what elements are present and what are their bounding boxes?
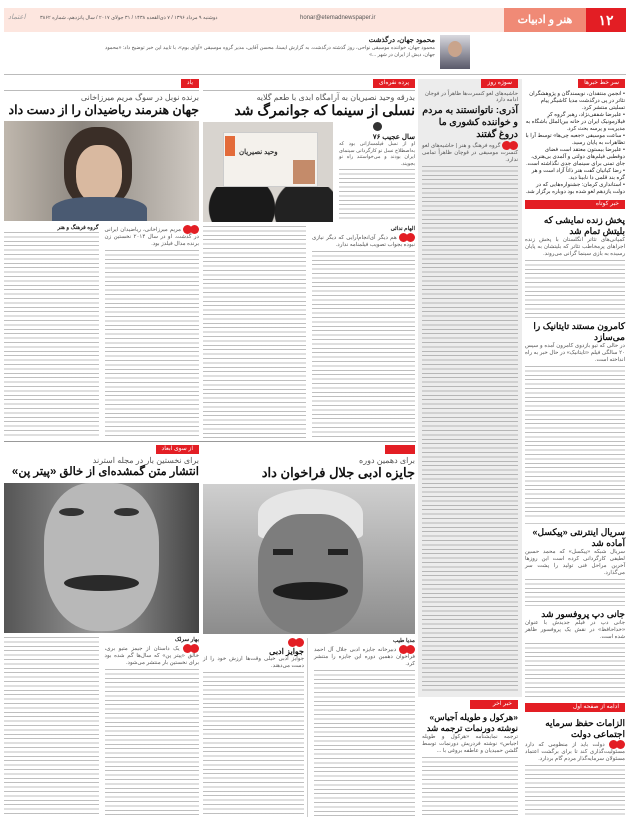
story-title: کامرون مستند تایتانیک را می‌سازد [533,321,625,343]
memorial-byline: گروه فرهنگ و هنر [57,225,99,231]
prize-side-box [203,638,308,817]
topic-title: آذری: ناتوانستند به مردم و خواننده کشوری ما دروغ گفتند [422,105,518,140]
barrie-photo [4,483,199,633]
prize-article [203,445,415,817]
briefs-label: سر خط خبرها [578,79,625,88]
topic-kicker: حاشیه‌های لغو کنسرت‌ها ظاهراً در فوجان ادامه دارد [424,91,518,103]
cinema-title: نسلی از سینما که جوانمرگ شد [234,102,415,118]
continued-label: ادامه از صفحه اول [525,703,625,712]
obituary-photo [440,35,470,69]
story-lead: در حالی که تیو بازدوی کامرون آمده و سپس ۲۰ سالگی فیلم «تایتانیک» در حال خبر به راه انداخته است. [525,343,625,364]
briefs-list [525,91,625,196]
cinema-lead: هم دیگر آی‌انجام‌آرایی که دیگر نیازی نبوده بجواب تصویب فیلمنامه ندارد. [312,234,415,248]
quote-icon [399,233,415,242]
barrie-label: از سوی ابعاد [156,445,199,454]
quote-icon [399,645,415,654]
quote-icon [609,740,625,749]
cinema-label: پرده نقره‌ای [373,79,415,88]
obituary-title: محمود جهان، درگذشت [368,37,435,44]
poster-name: وحید نصیریان [239,149,278,156]
obituary-text: محمود جهان، خواننده موسیقی نواحی، روز گذشته درگذشت. به گزارش ایسنا، محسن آقایی، مدیر گروه موسیقی «آوای بوم»، با تایید این خبر توضیح داد: «محمود جهان، دیش از ایران در شهر ...» [105,45,435,58]
memorial-label: یاد [181,79,199,88]
mirzakhani-photo [4,121,199,221]
story-title: پخش زنده نمایشی که بلیتش تمام شد [543,215,625,236]
last-news-title: «هرکول و طویله اَجیاس» نوشته دورنمات ترجمه شد [426,712,518,733]
continued-title: الزامات حفظ سرمایه اجتماعی دولت [545,717,625,739]
barrie-byline: بهار سرلک [174,637,199,643]
topic-column [418,79,522,817]
story-title: جانی دپ پروفسور شد [541,609,625,620]
prize-label [385,445,415,454]
brief-item: • علیرضا بیستون معتقد است فضای دوقطبی فیلم‌های دولتی و آلمدی بی‌هنری، جای تمنی برای سینمای جدی نگذاشته است. [526,147,625,167]
brief-item: • انجمن منتقدان، نویسندگان و پژوهشگران تئاتر در پی درگذشت مدیا کاشیگر پیام تسلیتی منتشر کرد. [529,91,625,111]
cinema-article [203,79,415,439]
memorial-title: جهان هنرمند ریاضیدان را از دست داد [8,103,199,117]
film-icon [373,122,382,131]
barrie-lead: یک داستان از جیمز متیو بری، خالق «پیتر پن» که سال‌ها گم شده بود برای نخستین بار منتشر می‌شود. [104,645,199,666]
last-news-lead: ترجمه نمایشنامه «هرکول و طویله اجیاس» نوشته فردریش دورنمات توسط گلشن حمیدیان و عاطفه بروغی با ... [422,734,518,754]
story-lead: کمپانی‌های تئاتر انگلستان با پخش زنده اجراهای پرمخاطب تئاتر که بلیتشان به پایان رسیده به بازی سینما گرانی می‌روند. [525,237,625,257]
email[interactable]: honar@etemadnewspaper.ir [300,15,376,21]
prize-kicker: برای دهمین دوره [359,456,415,465]
page-number: ۱۲ [586,8,626,32]
prize-side-title: جوایز ادبی [269,647,304,656]
dateline: دوشنبه ۹ مرداد ۱۳۹۶ / ۷ ذی‌القعده ۱۴۳۸ / ۳۱ جولای ۲۰۱۷ / سال پانزدهم، شماره ۳۸۶۲ [40,15,218,21]
short-news-story [525,212,625,314]
cinema-photo [203,122,333,222]
quote-icon [183,225,199,234]
barrie-kicker: برای نخستین بار در مجله استرند [92,456,199,465]
sidebar-text: او از نسل فیلمسازانی بود که به‌اصطلاح نسل نو کارگردانی سینمای ایران بودند و می‌خواستند راه نو بجویند. [339,141,415,167]
memorial-article [4,79,199,439]
memorial-lead: مریم میرزاخانی، ریاضیدان ایرانی در گذشت. او در سال ۲۰۱۴ نخستین زن برنده مدال فیلدز بود. [104,226,200,247]
story-lead: جانی دپ در فیلم جدیدش با عنوان «خداحافظ» در نقش یک پروفسور ظاهر شده است. [525,620,625,641]
brief-item: • رضا کیانیان گفت هنر ذاتاً آزاد است و هر گره بند قلمی دا نابینا دید. [531,168,625,181]
quote-icon [183,644,199,653]
barrie-title: انتشار متن گمشده‌ای از خالق «پیتر پن» [11,466,199,478]
prize-title: جایزه ادبی جلال فراخوان داد [261,465,415,480]
topic-lead: گروه فرهنگ و هنر | حاشیه‌های لغو کنسرت موسیقی در قوچان ظاهراً تمامی ندارد. [422,142,518,163]
right-column [525,79,625,817]
prize-side-text: جوایز ادبی خیلی وقت‌ها ارزش خود را از دست می‌دهند. [203,656,304,669]
brief-item: • ساعت موسیقی «جعبه چی‌ها» توسط آرا با تظاهرات به پایان رسید. [525,133,625,146]
section-title: هنر و ادبیات [504,8,586,32]
cinema-sidebar [339,122,415,222]
short-news-story [525,523,625,602]
short-news-story [525,317,625,520]
story-lead: سریال شبکه «پیکسل» که محمد حسین لطیفی کارگردانی کرده است این روزها آخرین مراحل فنی تولید را پشت سر می‌گذارد. [525,549,625,577]
brief-item: • علیرضا شفقی‌نژاد، رهبر گروه کرِ فیلارمونیک ایران در خانه بین‌الملل باشگاه به مدیریت و پرسه بحث کرد. [525,112,625,132]
prize-byline: مدیا طیب [392,638,415,644]
quote-icon [288,638,304,647]
cinema-byline: الهام ندائی [390,226,415,232]
jalal-photo [203,484,415,634]
brief-item: • استانداری کرمان: جشنواره‌هایی که در دولت یازدهم لغو شده بود دوباره برگزار شد. [525,182,625,195]
cinema-kicker: بدرقه وحید نصیریان به آرامگاه ابدی با طعم گلایه [256,93,415,102]
quote-icon [502,141,518,150]
barrie-article [4,445,199,817]
sidebar-title: سال عجیب ۷۶ [372,134,415,141]
memorial-kicker: برنده نوبل در سوگ مریم میرزاخانی [80,93,199,102]
continued-story [525,715,625,817]
topic-label: سوژه روز [481,79,518,88]
continued-lead: دولت باید از منظومی که دارد مسئولیت‌گذاری کند تا برای برگشت اعتماد مسئولان سرمایه‌گذار مردم گام بردارد. [525,741,625,762]
story-title: سریال اینترنتی «پیکسل» آماده شد [532,527,625,549]
last-news-label: خبر آخر [470,700,518,709]
short-news-label: خبر کوتاه [525,200,625,209]
newspaper-logo: اعتماد [8,14,26,21]
prize-lead: دبیرخانه جایزه ادبی جلال آل احمد فراخوان دهمین دوره این جایزه را منتشر کرد. [314,646,415,667]
short-news-story [525,605,625,699]
